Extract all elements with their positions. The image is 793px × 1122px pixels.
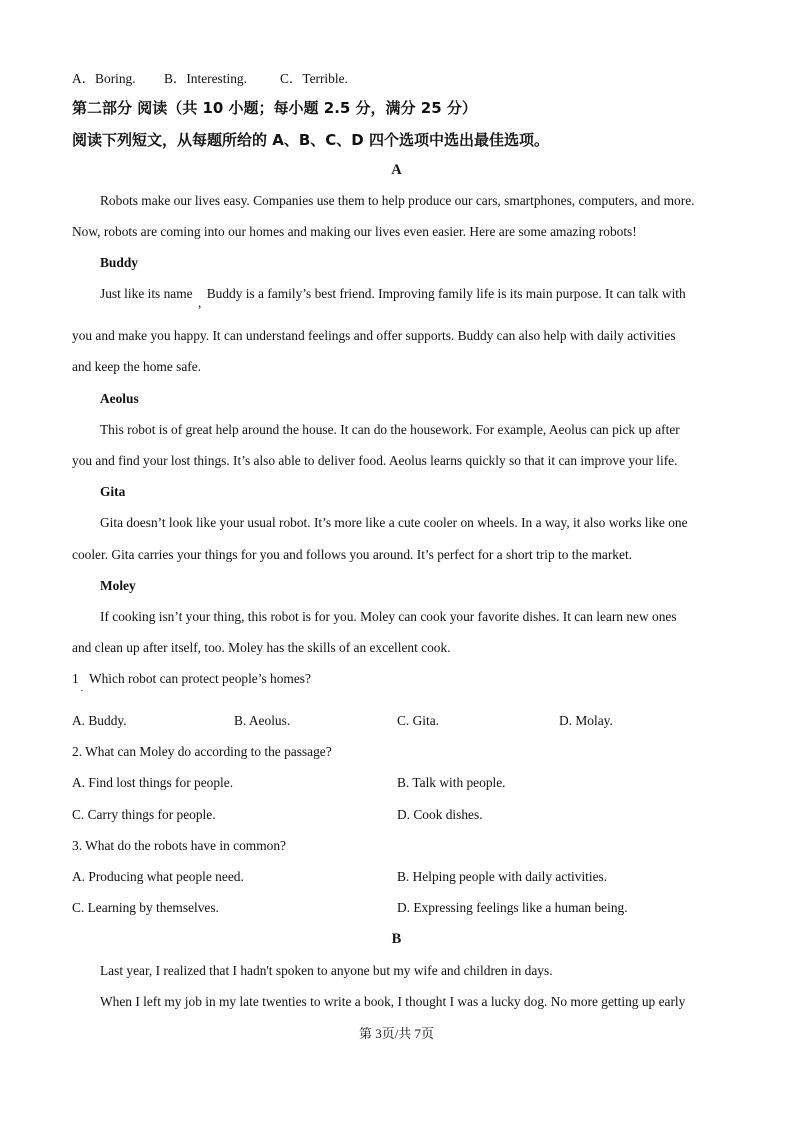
q2-option-b: B. Talk with people. — [397, 775, 506, 790]
section-instruction: 阅读下列短文，从每题所给的 A、B、C、D 四个选项中选出最佳选项。 — [72, 131, 549, 149]
buddy-line-2: you and make you happy. It can understand feelings and offer supports. Buddy can also help with daily activities — [72, 328, 676, 343]
gita-heading: Gita — [100, 484, 126, 499]
question-1-dot: . — [80, 683, 83, 693]
moley-line-2: and clean up after itself, too. Moley has the skills of an excellent cook. — [72, 640, 451, 655]
question-1-number: 1 — [72, 671, 79, 686]
question-1-stem: Which robot can protect people’s homes? — [88, 671, 311, 686]
buddy-line-1a: Just like its name — [100, 286, 193, 301]
buddy-line-1 — [100, 286, 686, 310]
q1-option-d: D. Molay. — [559, 713, 613, 728]
q2-option-a: A. Find lost things for people. — [72, 775, 234, 790]
gita-line-1: Gita doesn’t look like your usual robot. It’s more like a cute cooler on wheels. In a way, it also works like one — [100, 515, 688, 530]
passage-b-line-1: Last year, I realized that I hadn't spoken to anyone but my wife and children in days. — [100, 963, 553, 978]
q3-option-d: D. Expressing feelings like a human being. — [397, 900, 628, 915]
passage-a-intro-line-2: Now, robots are coming into our homes and making our lives even easier. Here are some amazing robots! — [72, 224, 637, 239]
prev-option-c: C．Terrible. — [280, 71, 348, 86]
question-2-stem: 2. What can Moley do according to the passage? — [72, 744, 332, 759]
page-footer: 第 3页/共 7页 — [358, 1026, 435, 1041]
gita-line-2: cooler. Gita carries your things for you and follows you around. It’s perfect for a short trip to the market. — [72, 547, 633, 562]
q2-option-c: C. Carry things for people. — [72, 807, 216, 822]
aeolus-line-1: This robot is of great help around the house. It can do the housework. For example, Aeolus can pick up after — [100, 422, 680, 437]
q3-option-c: C. Learning by themselves. — [72, 900, 219, 915]
passage-b-line-2: When I left my job in my late twenties to write a book, I thought I was a lucky dog. No more getting up early — [100, 994, 686, 1009]
q1-option-a: A. Buddy. — [72, 713, 127, 728]
q3-option-a: A. Producing what people need. — [72, 869, 244, 884]
q2-option-d: D. Cook dishes. — [397, 807, 483, 822]
q3-option-b: B. Helping people with daily activities. — [397, 869, 608, 884]
q1-option-b: B. Aeolus. — [234, 713, 291, 728]
q1-option-c: C. Gita. — [397, 713, 440, 728]
passage-a-label: A — [391, 162, 402, 178]
passage-a-intro-line-1: Robots make our lives easy. Companies use them to help produce our cars, smartphones, computers, and more. — [100, 193, 695, 208]
section-title: 第二部分 阅读（共 10 小题；每小题 2.5 分，满分 25 分） — [72, 99, 477, 117]
buddy-comma: , — [197, 295, 202, 310]
moley-heading: Moley — [100, 578, 136, 593]
prev-option-b: B．Interesting. — [164, 71, 247, 86]
passage-b-label: B — [391, 931, 402, 947]
buddy-heading: Buddy — [100, 255, 138, 270]
question-1 — [72, 671, 311, 693]
prev-option-a: A．Boring. — [72, 71, 136, 86]
question-3-stem: 3. What do the robots have in common? — [72, 838, 286, 853]
aeolus-line-2: you and find your lost things. It’s also able to deliver food. Aeolus learns quickly so that it can improve your life. — [72, 453, 678, 468]
buddy-line-1b: Buddy is a family’s best friend. Improving family life is its main purpose. It can talk with — [206, 286, 686, 301]
moley-line-1: If cooking isn’t your thing, this robot is for you. Moley can cook your favorite dishes. It can learn new ones — [100, 609, 677, 624]
aeolus-heading: Aeolus — [100, 391, 139, 406]
buddy-line-3: and keep the home safe. — [72, 359, 202, 374]
